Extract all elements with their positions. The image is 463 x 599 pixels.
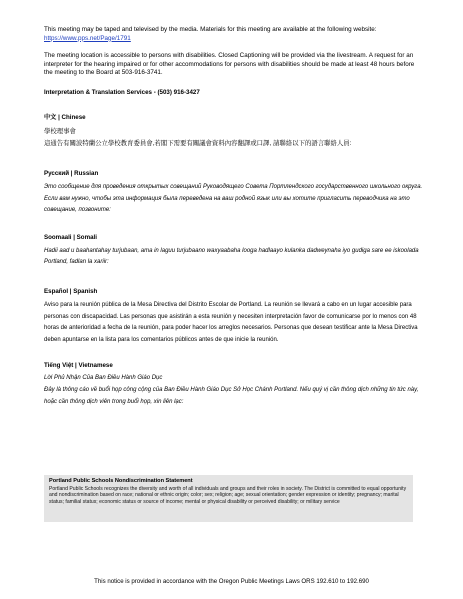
- russian-text: Это сообщение для проведения открытых совещаний Руководящего Совета Портлендского государственного школьного округа. Если вам нужно, чтобы эта информация была переведена на ваш родной язык или вы хотите пригласить переводчика на это совещание, позвоните:: [44, 183, 423, 214]
- nondiscrimination-box: [44, 475, 413, 522]
- footer-notice: This notice is provided in accordance with the Oregon Public Meetings Laws ORS 192.610 to 192.690: [94, 578, 369, 585]
- vietnamese-line2: Đây là thông cáo về buổi họp công cộng của Ban Điều Hành Giáo Dục Sở Học Chánh Portland. Nếu quý vị cần thông dịch những tin tức này, hoặc cần thông dịch viên trong buổi họp, xin liên lạc:: [44, 386, 419, 405]
- materials-link[interactable]: https://www.pps.net/Page/1791: [44, 34, 131, 42]
- notice-page: [44, 26, 424, 408]
- intro-paragraph: [44, 26, 424, 43]
- spanish-heading: Español | Spanish: [44, 287, 98, 295]
- intro-text: This meeting may be taped and televised by the media. Materials for this meeting are available at the following website:: [44, 26, 377, 33]
- chinese-heading: 中文 | Chinese: [44, 113, 86, 121]
- nondiscrimination-text: Portland Public Schools recognizes the diversity and worth of all individuals and groups and their roles in society. The District is committed to equal opportunity and nondiscrimination based on race; national or ethnic origin; color; sex; religion; age; sexual orientation; gender expression or identity; pregnancy; marital status; familial status; economic status or source of income; mental or physical disability or perceived disability; or military service: [49, 486, 407, 505]
- accessibility-paragraph: The meeting location is accessible to persons with disabilities. Closed Captioning will be provided via the livestream. A request for an interpreter for the hearing impaired or for other accommodations for persons with disabilities should be made at least 48 hours before the meeting to the Board at 503-916-3741.: [44, 52, 415, 77]
- chinese-line2: 這通告有關波特蘭公立學校教育委員會,若閣下需要有關議會資料內容翻譯或口譯, 請聯絡以下的語言聯絡人員:: [44, 139, 352, 147]
- nondiscrimination-title: Portland Public Schools Nondiscrimination Statement: [49, 478, 193, 484]
- vietnamese-heading: Tiếng Việt | Vietnamese: [44, 362, 113, 370]
- interpretation-heading: Interpretation & Translation Services - (503) 916-3427: [44, 88, 200, 96]
- vietnamese-line1: Lời Phủ Nhận Của Ban Điều Hành Giáo Dục: [44, 375, 163, 382]
- somali-heading: Soomaali | Somali: [44, 233, 97, 241]
- spanish-text: Aviso para la reunión pública de la Mesa Directiva del Distrito Escolar de Portland. La reunión se llevará a cabo en un lugar accesible para personas con discapacidad. Las personas que asistirán a esta reunión y necesiten interpretación favor de comunicarse por lo menos con 48 horas de anterioridad a fecha de la reunión, para poder hacer los arreglos necesarios. Personas que desean testificar ante la Mesa Directiva deben apuntarse en la lista para los comentarios públicos antes de que inicie la reunión.: [44, 301, 418, 343]
- chinese-line1: 學校理事會: [44, 127, 76, 135]
- somali-text: Hadii aad u baahantahay turjubaan, ama in laguu turjubaano waxyaabaha looga hadlaayo kulanka dadweynaha iyo gudiga sare ee iskoolada Portland, fadlan la xariir:: [44, 247, 419, 266]
- russian-heading: Русский | Russian: [44, 169, 99, 177]
